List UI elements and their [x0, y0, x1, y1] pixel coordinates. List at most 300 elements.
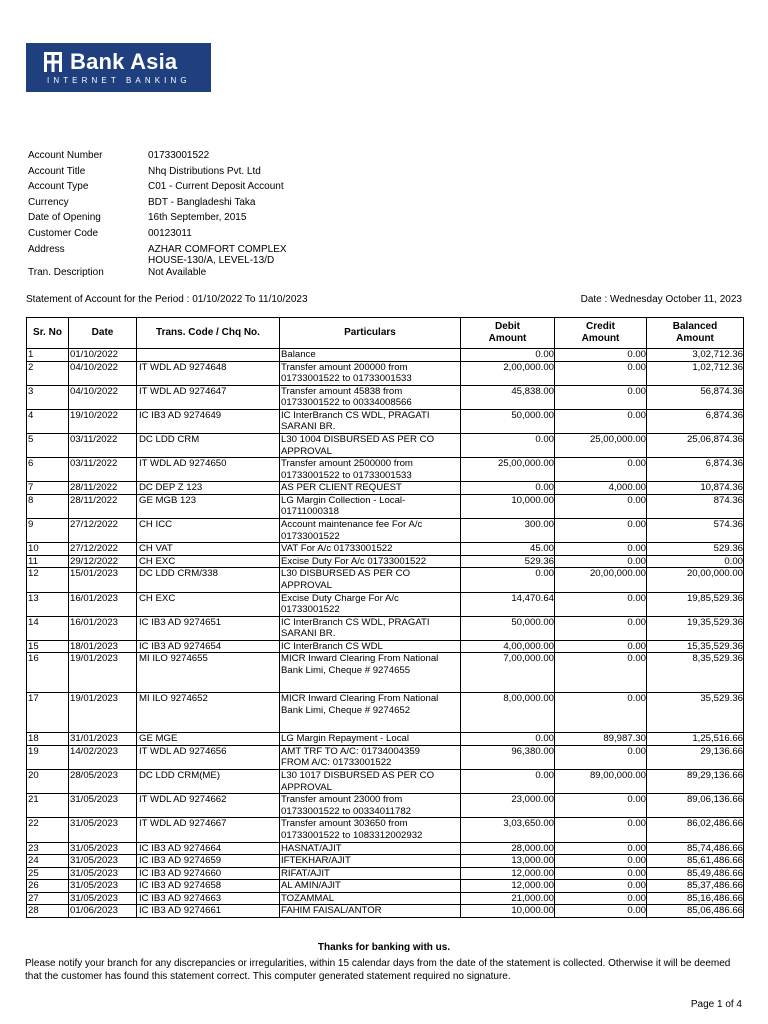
cell-trans-code — [137, 349, 280, 362]
cell-credit: 25,00,000.00 — [555, 434, 647, 458]
tran-description-value: Not Available — [148, 266, 207, 278]
cell-sr-no: 26 — [27, 880, 69, 893]
cell-particulars — [280, 434, 461, 458]
statement-period: Statement of Account for the Period : 01/10/2022 To 11/10/2023 — [26, 294, 308, 305]
cell-trans-code: IC IB3 AD 9274661 — [137, 905, 280, 918]
table-row — [27, 770, 744, 794]
cell-trans-code: IC IB3 AD 9274659 — [137, 855, 280, 868]
table-row — [27, 409, 744, 433]
cell-credit: 0.00 — [555, 818, 647, 842]
table-row — [27, 494, 744, 518]
col-balance-line1: Balanced — [672, 321, 718, 332]
cell-balance: 3,02,712.36 — [647, 349, 744, 362]
cell-sr-no: 18 — [27, 733, 69, 746]
cell-debit: 4,00,000.00 — [461, 640, 555, 653]
col-credit-line1: Credit — [586, 321, 615, 332]
cell-particulars — [280, 555, 461, 568]
table-row — [27, 880, 744, 893]
cell-date: 15/01/2023 — [69, 568, 137, 592]
cell-date: 31/05/2023 — [69, 818, 137, 842]
cell-trans-code: CH EXC — [137, 555, 280, 568]
particulars-line-1: HASNAT/AJIT — [281, 842, 342, 854]
cell-date: 31/05/2023 — [69, 880, 137, 893]
col-sr-no: Sr. No — [27, 318, 69, 349]
brand-name: Bank Asia — [70, 49, 178, 74]
particulars-line-1: Transfer amount 303650 from — [281, 818, 408, 830]
particulars-line-2: 01733001522 — [281, 530, 340, 542]
particulars-line-1: Balance — [281, 349, 316, 360]
cell-credit: 0.00 — [555, 409, 647, 433]
cell-date: 19/10/2022 — [69, 409, 137, 433]
cell-balance: 25,06,874.36 — [647, 434, 744, 458]
cell-balance: 8,35,529.36 — [647, 653, 744, 693]
bank-logo-icon — [44, 52, 62, 72]
cell-debit: 25,00,000.00 — [461, 458, 555, 482]
particulars-line-1: Transfer amount 200000 from — [281, 361, 408, 373]
cell-sr-no: 22 — [27, 818, 69, 842]
cell-particulars — [280, 616, 461, 640]
col-date: Date — [69, 318, 137, 349]
brand-subtitle: INTERNET BANKING — [47, 76, 191, 85]
table-row — [27, 794, 744, 818]
cell-trans-code: DC LDD CRM — [137, 434, 280, 458]
particulars-line-1: VAT For A/c 01733001522 — [281, 543, 393, 555]
cell-particulars — [280, 349, 461, 362]
table-row — [27, 555, 744, 568]
col-balance-line2: Amount — [676, 333, 714, 344]
particulars-line-2: 01733001522 to 01733001533 — [281, 469, 412, 481]
cell-particulars — [280, 640, 461, 653]
statement-date: Date : Wednesday October 11, 2023 — [580, 294, 742, 305]
cell-debit: 0.00 — [461, 482, 555, 495]
info-value: BDT - Bangladeshi Taka — [148, 196, 256, 208]
cell-debit: 8,00,000.00 — [461, 693, 555, 733]
cell-sr-no: 7 — [27, 482, 69, 495]
cell-trans-code: IC IB3 AD 9274649 — [137, 409, 280, 433]
cell-debit: 10,000.00 — [461, 905, 555, 918]
cell-date: 14/02/2023 — [69, 745, 137, 769]
page-number: Page 1 of 4 — [690, 999, 742, 1010]
particulars-line-2: 01733001522 to 00334011782 — [281, 805, 412, 817]
cell-date: 28/11/2022 — [69, 482, 137, 495]
cell-particulars — [280, 409, 461, 433]
cell-particulars — [280, 361, 461, 385]
info-value: 00123011 — [148, 227, 192, 239]
cell-balance: 6,874.36 — [647, 458, 744, 482]
cell-balance: 85,37,486.66 — [647, 880, 744, 893]
bank-asia-logo — [26, 43, 211, 92]
col-credit-line2: Amount — [581, 333, 620, 344]
cell-credit: 0.00 — [555, 555, 647, 568]
table-body — [27, 349, 744, 918]
cell-particulars — [280, 867, 461, 880]
cell-date: 03/11/2022 — [69, 434, 137, 458]
cell-credit: 0.00 — [555, 693, 647, 733]
cell-sr-no: 20 — [27, 770, 69, 794]
cell-date: 31/05/2023 — [69, 842, 137, 855]
cell-sr-no: 23 — [27, 842, 69, 855]
cell-sr-no: 28 — [27, 905, 69, 918]
cell-particulars — [280, 494, 461, 518]
cell-date: 04/10/2022 — [69, 385, 137, 409]
cell-particulars — [280, 543, 461, 556]
table-row — [27, 867, 744, 880]
particulars-line-2: APPROVAL — [281, 579, 333, 591]
cell-debit: 96,380.00 — [461, 745, 555, 769]
cell-credit: 0.00 — [555, 385, 647, 409]
table-row — [27, 905, 744, 918]
cell-credit: 0.00 — [555, 519, 647, 543]
cell-trans-code: DC LDD CRM/338 — [137, 568, 280, 592]
cell-trans-code: GE MGB 123 — [137, 494, 280, 518]
cell-particulars — [280, 519, 461, 543]
col-debit-line1: Debit — [495, 321, 520, 332]
cell-particulars — [280, 818, 461, 842]
particulars-line-1: AS PER CLIENT REQUEST — [281, 482, 402, 494]
cell-sr-no: 15 — [27, 640, 69, 653]
cell-balance: 10,874.36 — [647, 482, 744, 495]
cell-credit: 20,00,000.00 — [555, 568, 647, 592]
cell-particulars — [280, 745, 461, 769]
cell-particulars — [280, 733, 461, 746]
cell-debit: 50,000.00 — [461, 409, 555, 433]
cell-date: 27/12/2022 — [69, 543, 137, 556]
col-credit — [555, 318, 647, 349]
particulars-line-1: AL AMIN/AJIT — [281, 880, 341, 892]
cell-date: 31/05/2023 — [69, 855, 137, 868]
cell-trans-code: IT WDL AD 9274650 — [137, 458, 280, 482]
cell-balance: 89,06,136.66 — [647, 794, 744, 818]
particulars-line-2: FROM A/C: 01733001522 — [281, 757, 392, 769]
table-row — [27, 385, 744, 409]
cell-particulars — [280, 842, 461, 855]
cell-debit: 2,00,000.00 — [461, 361, 555, 385]
info-label: Customer Code — [28, 227, 99, 239]
table-row — [27, 640, 744, 653]
cell-sr-no: 9 — [27, 519, 69, 543]
cell-date: 29/12/2022 — [69, 555, 137, 568]
cell-particulars — [280, 770, 461, 794]
cell-trans-code: DC LDD CRM(ME) — [137, 770, 280, 794]
table-row — [27, 543, 744, 556]
info-label: Currency — [28, 196, 69, 208]
notice-text: Please notify your branch for any discrepancies or irregularities, within 15 calendar days from the date of the statement is collected. Otherwise it will be deemed that the customer has found this statement correct. This computer generated statement required no signature. — [25, 958, 731, 982]
cell-date: 01/10/2022 — [69, 349, 137, 362]
cell-date: 16/01/2023 — [69, 616, 137, 640]
cell-date: 19/01/2023 — [69, 693, 137, 733]
info-label: Date of Opening — [28, 212, 101, 224]
cell-debit: 45.00 — [461, 543, 555, 556]
cell-sr-no: 1 — [27, 349, 69, 362]
particulars-line-1: Excise Duty Charge For A/c — [281, 592, 399, 604]
table-row — [27, 458, 744, 482]
table-row — [27, 349, 744, 362]
cell-credit: 0.00 — [555, 745, 647, 769]
cell-debit: 7,00,000.00 — [461, 653, 555, 693]
cell-sr-no: 13 — [27, 592, 69, 616]
cell-trans-code: IC IB3 AD 9274658 — [137, 880, 280, 893]
cell-trans-code: DC DEP Z 123 — [137, 482, 280, 495]
cell-trans-code: IT WDL AD 9274656 — [137, 745, 280, 769]
particulars-line-1: L30 1004 DISBURSED AS PER CO — [281, 434, 435, 446]
cell-trans-code: GE MGE — [137, 733, 280, 746]
cell-credit: 0.00 — [555, 842, 647, 855]
cell-balance: 56,874.36 — [647, 385, 744, 409]
cell-credit: 0.00 — [555, 880, 647, 893]
cell-sr-no: 14 — [27, 616, 69, 640]
particulars-line-2: APPROVAL — [281, 781, 333, 793]
cell-debit: 45,838.00 — [461, 385, 555, 409]
table-row — [27, 568, 744, 592]
info-label: Account Title — [28, 165, 86, 177]
cell-sr-no: 11 — [27, 555, 69, 568]
particulars-line-1: IC InterBranch CS WDL, PRAGATI — [281, 616, 430, 628]
particulars-line-1: L30 1017 DISBURSED AS PER CO — [281, 770, 435, 782]
table-row — [27, 592, 744, 616]
particulars-line-2: SARANI BR. — [281, 628, 336, 640]
cell-date: 27/12/2022 — [69, 519, 137, 543]
particulars-line-1: MICR Inward Clearing From National — [281, 693, 439, 705]
particulars-line-1: LG Margin Collection - Local- — [281, 494, 406, 506]
particulars-line-1: IC InterBranch CS WDL, PRAGATI — [281, 409, 430, 421]
cell-sr-no: 6 — [27, 458, 69, 482]
cell-particulars — [280, 905, 461, 918]
cell-trans-code: CH EXC — [137, 592, 280, 616]
cell-particulars — [280, 693, 461, 733]
cell-sr-no: 17 — [27, 693, 69, 733]
cell-sr-no: 10 — [27, 543, 69, 556]
cell-sr-no: 16 — [27, 653, 69, 693]
particulars-line-1: Excise Duty For A/c 01733001522 — [281, 555, 427, 567]
table-row — [27, 842, 744, 855]
cell-trans-code: IT WDL AD 9274647 — [137, 385, 280, 409]
particulars-line-1: Transfer amount 2500000 from — [281, 458, 413, 470]
cell-trans-code: IT WDL AD 9274662 — [137, 794, 280, 818]
cell-credit: 0.00 — [555, 543, 647, 556]
particulars-line-1: IFTEKHAR/AJIT — [281, 855, 351, 867]
particulars-line-2: APPROVAL — [281, 445, 333, 457]
cell-date: 03/11/2022 — [69, 458, 137, 482]
cell-debit: 13,000.00 — [461, 855, 555, 868]
particulars-line-2: 01711000318 — [281, 506, 339, 518]
cell-credit: 89,00,000.00 — [555, 770, 647, 794]
cell-balance: 874.36 — [647, 494, 744, 518]
cell-particulars — [280, 385, 461, 409]
particulars-line-2: 01733001522 to 1083312002932 — [281, 829, 423, 841]
cell-credit: 0.00 — [555, 494, 647, 518]
address-value — [148, 244, 448, 267]
cell-balance: 15,35,529.36 — [647, 640, 744, 653]
particulars-line-1: LG Margin Repayment - Local — [281, 733, 409, 745]
cell-trans-code: CH VAT — [137, 543, 280, 556]
info-value: 16th September, 2015 — [148, 212, 247, 224]
table-row — [27, 855, 744, 868]
cell-sr-no: 8 — [27, 494, 69, 518]
table-row — [27, 434, 744, 458]
cell-debit: 0.00 — [461, 568, 555, 592]
cell-balance: 86,02,486.66 — [647, 818, 744, 842]
cell-balance: 1,02,712.36 — [647, 361, 744, 385]
particulars-line-1: L30 DISBURSED AS PER CO — [281, 568, 411, 580]
particulars-line-2: 01733001522 to 01733001533 — [281, 373, 412, 384]
cell-particulars — [280, 880, 461, 893]
col-balance — [647, 318, 744, 349]
cell-sr-no: 25 — [27, 867, 69, 880]
cell-particulars — [280, 855, 461, 868]
col-debit-line2: Amount — [488, 333, 527, 344]
cell-debit: 3,03,650.00 — [461, 818, 555, 842]
cell-balance: 6,874.36 — [647, 409, 744, 433]
table-row — [27, 361, 744, 385]
cell-sr-no: 2 — [27, 361, 69, 385]
cell-balance: 19,85,529.36 — [647, 592, 744, 616]
cell-balance: 89,29,136.66 — [647, 770, 744, 794]
cell-sr-no: 19 — [27, 745, 69, 769]
particulars-line-2: Bank Limi, Cheque # 9274652 — [281, 704, 411, 716]
cell-debit: 0.00 — [461, 349, 555, 362]
cell-sr-no: 21 — [27, 794, 69, 818]
cell-debit: 300.00 — [461, 519, 555, 543]
info-label: Account Type — [28, 181, 89, 193]
particulars-line-2: 01733001522 to 00334008566 — [281, 397, 412, 409]
thanks-message: Thanks for banking with us. — [317, 942, 451, 953]
cell-balance: 19,35,529.36 — [647, 616, 744, 640]
particulars-line-1: RIFAT/AJIT — [281, 867, 330, 879]
cell-date: 28/11/2022 — [69, 494, 137, 518]
col-trans-code: Trans. Code / Chq No. — [137, 318, 280, 349]
particulars-line-1: TOZAMMAL — [281, 892, 335, 904]
info-value: 01733001522 — [148, 150, 210, 161]
cell-trans-code: CH ICC — [137, 519, 280, 543]
cell-debit: 21,000.00 — [461, 892, 555, 905]
particulars-line-2: 01733001522 — [281, 604, 340, 615]
cell-credit: 0.00 — [555, 349, 647, 362]
table-row — [27, 693, 744, 733]
cell-trans-code: IC IB3 AD 9274651 — [137, 616, 280, 640]
cell-debit: 529.36 — [461, 555, 555, 568]
cell-balance: 85,61,486.66 — [647, 855, 744, 868]
cell-particulars — [280, 458, 461, 482]
cell-balance: 85,74,486.66 — [647, 842, 744, 855]
cell-credit: 0.00 — [555, 640, 647, 653]
cell-date: 19/01/2023 — [69, 653, 137, 693]
table-row — [27, 519, 744, 543]
table-row — [27, 616, 744, 640]
tran-description-label: Tran. Description — [28, 266, 104, 278]
table-row — [27, 482, 744, 495]
cell-date: 31/01/2023 — [69, 733, 137, 746]
cell-date: 18/01/2023 — [69, 640, 137, 653]
table-row — [27, 818, 744, 842]
particulars-line-1: Account maintenance fee For A/c — [281, 519, 423, 531]
cell-debit: 23,000.00 — [461, 794, 555, 818]
cell-sr-no: 5 — [27, 434, 69, 458]
info-label: Account Number — [28, 150, 103, 161]
cell-balance: 20,00,000.00 — [647, 568, 744, 592]
cell-debit: 50,000.00 — [461, 616, 555, 640]
cell-credit: 89,987.30 — [555, 733, 647, 746]
col-debit — [461, 318, 555, 349]
cell-date: 16/01/2023 — [69, 592, 137, 616]
cell-date: 31/05/2023 — [69, 892, 137, 905]
cell-credit: 4,000.00 — [555, 482, 647, 495]
table-header — [27, 318, 744, 349]
cell-sr-no: 27 — [27, 892, 69, 905]
cell-debit: 0.00 — [461, 733, 555, 746]
cell-credit: 0.00 — [555, 867, 647, 880]
cell-credit: 0.00 — [555, 616, 647, 640]
cell-trans-code: IC IB3 AD 9274654 — [137, 640, 280, 653]
table-row — [27, 733, 744, 746]
cell-sr-no: 12 — [27, 568, 69, 592]
particulars-line-1: IC InterBranch CS WDL — [281, 640, 383, 652]
cell-debit: 12,000.00 — [461, 880, 555, 893]
cell-balance: 574.36 — [647, 519, 744, 543]
cell-sr-no: 4 — [27, 409, 69, 433]
cell-particulars — [280, 592, 461, 616]
cell-credit: 0.00 — [555, 905, 647, 918]
cell-particulars — [280, 653, 461, 693]
particulars-line-1: FAHIM FAISAL/ANTOR — [281, 905, 382, 917]
cell-debit: 0.00 — [461, 434, 555, 458]
cell-debit: 10,000.00 — [461, 494, 555, 518]
particulars-line-1: MICR Inward Clearing From National — [281, 653, 439, 665]
cell-particulars — [280, 482, 461, 495]
cell-date: 31/05/2023 — [69, 794, 137, 818]
cell-credit: 0.00 — [555, 361, 647, 385]
cell-sr-no: 3 — [27, 385, 69, 409]
cell-trans-code: IT WDL AD 9274648 — [137, 361, 280, 385]
cell-balance: 0.00 — [647, 555, 744, 568]
cell-balance: 85,16,486.66 — [647, 892, 744, 905]
cell-debit: 12,000.00 — [461, 867, 555, 880]
particulars-line-1: Transfer amount 23000 from — [281, 794, 403, 806]
cell-particulars — [280, 568, 461, 592]
cell-sr-no: 24 — [27, 855, 69, 868]
cell-credit: 0.00 — [555, 458, 647, 482]
cell-balance: 1,25,516.66 — [647, 733, 744, 746]
cell-date: 01/06/2023 — [69, 905, 137, 918]
particulars-line-1: AMT TRF TO A/C: 01734004359 — [281, 745, 421, 757]
cell-credit: 0.00 — [555, 892, 647, 905]
cell-date: 28/05/2023 — [69, 770, 137, 794]
cell-debit: 14,470.64 — [461, 592, 555, 616]
cell-balance: 85,06,486.66 — [647, 905, 744, 918]
transactions-table — [26, 317, 744, 918]
address-line-2: HOUSE-130/A, LEVEL-13/D — [148, 255, 275, 267]
info-value: C01 - Current Deposit Account — [148, 181, 284, 193]
cell-trans-code: IC IB3 AD 9274664 — [137, 842, 280, 855]
info-value: Nhq Distributions Pvt. Ltd — [148, 165, 261, 177]
cell-trans-code: IT WDL AD 9274667 — [137, 818, 280, 842]
table-row — [27, 892, 744, 905]
table-row — [27, 653, 744, 693]
cell-trans-code: IC IB3 AD 9274660 — [137, 867, 280, 880]
particulars-line-2: SARANI BR. — [281, 421, 336, 433]
cell-trans-code: MI ILO 9274655 — [137, 653, 280, 693]
cell-trans-code: MI ILO 9274652 — [137, 693, 280, 733]
cell-credit: 0.00 — [555, 592, 647, 616]
table-row — [27, 745, 744, 769]
cell-particulars — [280, 892, 461, 905]
col-particulars: Particulars — [280, 318, 461, 349]
cell-balance: 29,136.66 — [647, 745, 744, 769]
address-label: Address — [28, 243, 65, 255]
cell-credit: 0.00 — [555, 794, 647, 818]
cell-balance: 85,49,486.66 — [647, 867, 744, 880]
cell-date: 31/05/2023 — [69, 867, 137, 880]
cell-particulars — [280, 794, 461, 818]
